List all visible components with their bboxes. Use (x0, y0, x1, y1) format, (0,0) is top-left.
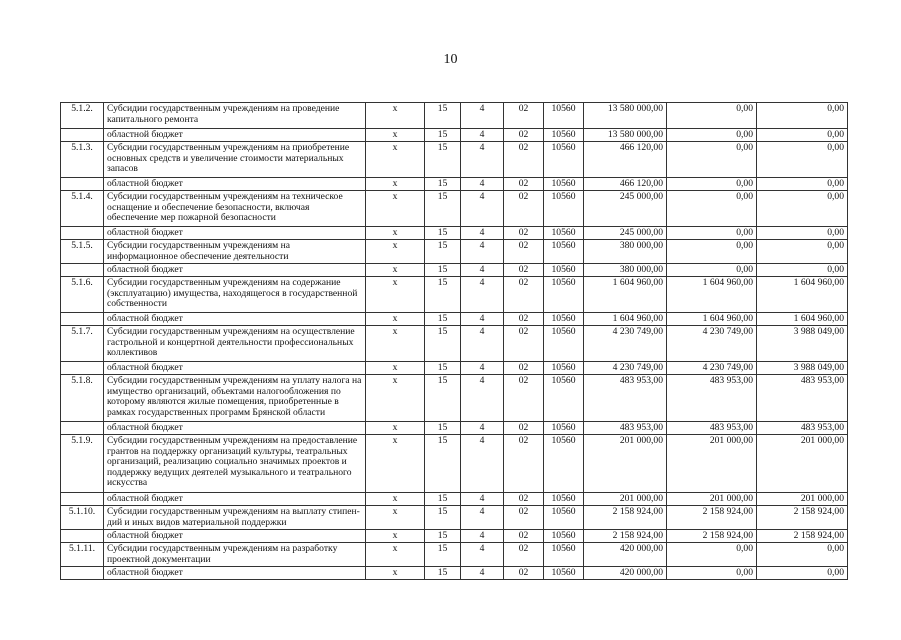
amount-year2-cell: 0,00 (667, 543, 757, 567)
col-4-cell: 4 (461, 362, 504, 375)
col-02-cell: 02 (504, 264, 544, 277)
col-02-cell: 02 (504, 142, 544, 178)
table-row (61, 435, 848, 493)
empty-code-cell (61, 264, 104, 277)
item-code: 5.1.3. (61, 142, 104, 178)
empty-code-cell (61, 362, 104, 375)
col-15-cell: 15 (425, 422, 461, 435)
amount-year2-cell: 0,00 (667, 240, 757, 264)
amount-year2-cell: 0,00 (667, 178, 757, 191)
amount-year2-cell: 483 953,00 (667, 422, 757, 435)
col-02-cell: 02 (504, 422, 544, 435)
col-4-cell: 4 (461, 326, 504, 362)
amount-total-cell: 4 230 749,00 (584, 326, 667, 362)
x-cell: х (366, 326, 425, 362)
col-4-cell: 4 (461, 240, 504, 264)
x-cell: х (366, 277, 425, 313)
table-row (61, 191, 848, 227)
page-number: 10 (443, 52, 458, 67)
col-4-cell: 4 (461, 103, 504, 129)
table-row (61, 326, 848, 362)
col-02-cell: 02 (504, 435, 544, 493)
table-row (61, 375, 848, 422)
item-code: 5.1.6. (61, 277, 104, 313)
col-15-cell: 15 (425, 264, 461, 277)
col-15-cell: 15 (425, 227, 461, 240)
x-cell: х (366, 191, 425, 227)
budget-source-label: областной бюджет (104, 567, 366, 580)
budget-source-label: областной бюджет (104, 493, 366, 506)
col-02-cell: 02 (504, 362, 544, 375)
amount-year2-cell: 0,00 (667, 227, 757, 240)
col-10560-cell: 10560 (544, 362, 584, 375)
col-02-cell: 02 (504, 313, 544, 326)
col-15-cell: 15 (425, 326, 461, 362)
col-15-cell: 15 (425, 191, 461, 227)
item-name: Субсидии государственным учреждениям на информационное обеспечение деятельности (104, 240, 366, 264)
amount-year2-cell: 201 000,00 (667, 435, 757, 493)
x-cell: х (366, 142, 425, 178)
col-02-cell: 02 (504, 191, 544, 227)
col-10560-cell: 10560 (544, 142, 584, 178)
x-cell: х (366, 129, 425, 142)
empty-code-cell (61, 129, 104, 142)
amount-year3-cell: 0,00 (757, 264, 848, 277)
col-15-cell: 15 (425, 435, 461, 493)
x-cell: х (366, 530, 425, 543)
amount-year3-cell: 0,00 (757, 129, 848, 142)
col-4-cell: 4 (461, 178, 504, 191)
amount-year3-cell: 3 988 049,00 (757, 326, 848, 362)
col-02-cell: 02 (504, 567, 544, 580)
amount-total-cell: 2 158 924,00 (584, 530, 667, 543)
table-row-subtotal (61, 530, 848, 543)
amount-year3-cell: 483 953,00 (757, 422, 848, 435)
amount-year3-cell: 0,00 (757, 178, 848, 191)
amount-total-cell: 4 230 749,00 (584, 362, 667, 375)
col-10560-cell: 10560 (544, 103, 584, 129)
col-02-cell: 02 (504, 506, 544, 530)
x-cell: х (366, 103, 425, 129)
item-code: 5.1.9. (61, 435, 104, 493)
item-code: 5.1.8. (61, 375, 104, 422)
x-cell: х (366, 567, 425, 580)
col-10560-cell: 10560 (544, 435, 584, 493)
amount-year3-cell: 483 953,00 (757, 375, 848, 422)
col-02-cell: 02 (504, 375, 544, 422)
empty-code-cell (61, 530, 104, 543)
budget-table (60, 102, 848, 580)
x-cell: х (366, 240, 425, 264)
amount-total-cell: 420 000,00 (584, 567, 667, 580)
amount-total-cell: 466 120,00 (584, 178, 667, 191)
x-cell: х (366, 178, 425, 191)
col-02-cell: 02 (504, 277, 544, 313)
amount-year2-cell: 0,00 (667, 142, 757, 178)
table-row (61, 142, 848, 178)
amount-year2-cell: 483 953,00 (667, 375, 757, 422)
amount-total-cell: 245 000,00 (584, 227, 667, 240)
col-15-cell: 15 (425, 313, 461, 326)
empty-code-cell (61, 422, 104, 435)
col-4-cell: 4 (461, 191, 504, 227)
item-name: Субсидии государственным учреждениям на выплату стипен-дий и иных видов материальной поддержки (104, 506, 366, 530)
table-row (61, 506, 848, 530)
col-10560-cell: 10560 (544, 567, 584, 580)
empty-code-cell (61, 313, 104, 326)
item-code: 5.1.4. (61, 191, 104, 227)
amount-total-cell: 1 604 960,00 (584, 313, 667, 326)
col-10560-cell: 10560 (544, 191, 584, 227)
table-row (61, 240, 848, 264)
amount-year2-cell: 0,00 (667, 191, 757, 227)
amount-total-cell: 380 000,00 (584, 240, 667, 264)
amount-year2-cell: 0,00 (667, 567, 757, 580)
col-02-cell: 02 (504, 103, 544, 129)
table-row (61, 543, 848, 567)
col-15-cell: 15 (425, 103, 461, 129)
col-4-cell: 4 (461, 227, 504, 240)
table-body (61, 103, 848, 580)
col-02-cell: 02 (504, 530, 544, 543)
col-4-cell: 4 (461, 129, 504, 142)
amount-year3-cell: 0,00 (757, 142, 848, 178)
amount-year3-cell: 2 158 924,00 (757, 530, 848, 543)
amount-year2-cell: 2 158 924,00 (667, 506, 757, 530)
col-4-cell: 4 (461, 506, 504, 530)
col-02-cell: 02 (504, 178, 544, 191)
table-row-subtotal (61, 227, 848, 240)
amount-total-cell: 201 000,00 (584, 435, 667, 493)
amount-year2-cell: 1 604 960,00 (667, 277, 757, 313)
col-15-cell: 15 (425, 142, 461, 178)
col-10560-cell: 10560 (544, 240, 584, 264)
amount-total-cell: 1 604 960,00 (584, 277, 667, 313)
x-cell: х (366, 375, 425, 422)
amount-year2-cell: 2 158 924,00 (667, 530, 757, 543)
col-10560-cell: 10560 (544, 264, 584, 277)
item-name: Субсидии государственным учреждениям на проведение капитального ремонта (104, 103, 366, 129)
amount-total-cell: 13 580 000,00 (584, 103, 667, 129)
budget-source-label: областной бюджет (104, 264, 366, 277)
amount-year2-cell: 0,00 (667, 103, 757, 129)
col-02-cell: 02 (504, 543, 544, 567)
item-name: Субсидии государственным учреждениям на разработку проектной документации (104, 543, 366, 567)
col-10560-cell: 10560 (544, 375, 584, 422)
item-code: 5.1.11. (61, 543, 104, 567)
col-10560-cell: 10560 (544, 129, 584, 142)
item-name: Субсидии государственным учреждениям на уплату налога на имущество организаций, объектами налогообложения по которому являются жилые помещения, приобретенные в рамках государственных программ Брянской области (104, 375, 366, 422)
col-10560-cell: 10560 (544, 178, 584, 191)
col-10560-cell: 10560 (544, 313, 584, 326)
col-15-cell: 15 (425, 277, 461, 313)
amount-total-cell: 466 120,00 (584, 142, 667, 178)
amount-total-cell: 245 000,00 (584, 191, 667, 227)
table-row-subtotal (61, 313, 848, 326)
col-4-cell: 4 (461, 264, 504, 277)
col-15-cell: 15 (425, 362, 461, 375)
table-row-subtotal (61, 129, 848, 142)
col-10560-cell: 10560 (544, 422, 584, 435)
x-cell: х (366, 264, 425, 277)
col-4-cell: 4 (461, 493, 504, 506)
item-name: Субсидии государственным учреждениям на содержание (эксплуатацию) имущества, находящегося в государственной собственности (104, 277, 366, 313)
amount-year3-cell: 201 000,00 (757, 493, 848, 506)
col-10560-cell: 10560 (544, 227, 584, 240)
item-name: Субсидии государственным учреждениям на осуществление гастрольной и концертной деятельности профессиональных коллективов (104, 326, 366, 362)
col-4-cell: 4 (461, 142, 504, 178)
col-02-cell: 02 (504, 240, 544, 264)
table-row-subtotal (61, 362, 848, 375)
budget-source-label: областной бюджет (104, 422, 366, 435)
col-10560-cell: 10560 (544, 543, 584, 567)
amount-total-cell: 2 158 924,00 (584, 506, 667, 530)
amount-year2-cell: 4 230 749,00 (667, 362, 757, 375)
col-4-cell: 4 (461, 567, 504, 580)
item-code: 5.1.2. (61, 103, 104, 129)
col-10560-cell: 10560 (544, 326, 584, 362)
amount-year2-cell: 201 000,00 (667, 493, 757, 506)
col-15-cell: 15 (425, 129, 461, 142)
amount-total-cell: 483 953,00 (584, 375, 667, 422)
item-code: 5.1.5. (61, 240, 104, 264)
col-02-cell: 02 (504, 129, 544, 142)
budget-source-label: областной бюджет (104, 362, 366, 375)
item-name: Субсидии государственным учреждениям на техническое оснащение и обеспечение безопасности, включая обеспечение мер пожарной безопасности (104, 191, 366, 227)
amount-year3-cell: 1 604 960,00 (757, 313, 848, 326)
table-row-subtotal (61, 493, 848, 506)
empty-code-cell (61, 567, 104, 580)
col-4-cell: 4 (461, 543, 504, 567)
amount-year2-cell: 0,00 (667, 129, 757, 142)
col-15-cell: 15 (425, 567, 461, 580)
col-4-cell: 4 (461, 435, 504, 493)
amount-year3-cell: 0,00 (757, 240, 848, 264)
x-cell: х (366, 543, 425, 567)
x-cell: х (366, 227, 425, 240)
col-15-cell: 15 (425, 543, 461, 567)
empty-code-cell (61, 178, 104, 191)
item-code: 5.1.10. (61, 506, 104, 530)
col-4-cell: 4 (461, 313, 504, 326)
col-4-cell: 4 (461, 422, 504, 435)
col-10560-cell: 10560 (544, 493, 584, 506)
item-name: Субсидии государственным учреждениям на предоставление грантов на поддержку организаций культуры, театральных организаций, реализацию социально значимых проектов и поддержку ведущих деятелей музыкального и театрального искусства (104, 435, 366, 493)
amount-year3-cell: 201 000,00 (757, 435, 848, 493)
table-row (61, 277, 848, 313)
col-15-cell: 15 (425, 178, 461, 191)
col-02-cell: 02 (504, 326, 544, 362)
table-row-subtotal (61, 567, 848, 580)
amount-year2-cell: 1 604 960,00 (667, 313, 757, 326)
amount-year3-cell: 0,00 (757, 191, 848, 227)
col-15-cell: 15 (425, 375, 461, 422)
col-15-cell: 15 (425, 506, 461, 530)
budget-source-label: областной бюджет (104, 530, 366, 543)
amount-total-cell: 420 000,00 (584, 543, 667, 567)
amount-total-cell: 483 953,00 (584, 422, 667, 435)
table-row-subtotal (61, 264, 848, 277)
amount-year2-cell: 4 230 749,00 (667, 326, 757, 362)
item-name: Субсидии государственным учреждениям на приобретение основных средств и увеличение стоимости материальных запасов (104, 142, 366, 178)
amount-total-cell: 13 580 000,00 (584, 129, 667, 142)
amount-year3-cell: 0,00 (757, 227, 848, 240)
empty-code-cell (61, 493, 104, 506)
col-10560-cell: 10560 (544, 530, 584, 543)
table-row (61, 103, 848, 129)
amount-year2-cell: 0,00 (667, 264, 757, 277)
empty-code-cell (61, 227, 104, 240)
budget-source-label: областной бюджет (104, 313, 366, 326)
amount-year3-cell: 0,00 (757, 567, 848, 580)
table-row-subtotal (61, 178, 848, 191)
table-row-subtotal (61, 422, 848, 435)
amount-total-cell: 201 000,00 (584, 493, 667, 506)
col-15-cell: 15 (425, 493, 461, 506)
amount-year3-cell: 0,00 (757, 543, 848, 567)
col-02-cell: 02 (504, 227, 544, 240)
x-cell: х (366, 362, 425, 375)
budget-source-label: областной бюджет (104, 227, 366, 240)
amount-year3-cell: 0,00 (757, 103, 848, 129)
col-02-cell: 02 (504, 493, 544, 506)
col-10560-cell: 10560 (544, 506, 584, 530)
x-cell: х (366, 435, 425, 493)
budget-source-label: областной бюджет (104, 178, 366, 191)
col-10560-cell: 10560 (544, 277, 584, 313)
col-4-cell: 4 (461, 530, 504, 543)
budget-source-label: областной бюджет (104, 129, 366, 142)
amount-year3-cell: 2 158 924,00 (757, 506, 848, 530)
amount-year3-cell: 3 988 049,00 (757, 362, 848, 375)
col-15-cell: 15 (425, 240, 461, 264)
item-code: 5.1.7. (61, 326, 104, 362)
x-cell: х (366, 313, 425, 326)
x-cell: х (366, 506, 425, 530)
col-15-cell: 15 (425, 530, 461, 543)
col-4-cell: 4 (461, 277, 504, 313)
col-4-cell: 4 (461, 375, 504, 422)
x-cell: х (366, 422, 425, 435)
amount-total-cell: 380 000,00 (584, 264, 667, 277)
amount-year3-cell: 1 604 960,00 (757, 277, 848, 313)
x-cell: х (366, 493, 425, 506)
